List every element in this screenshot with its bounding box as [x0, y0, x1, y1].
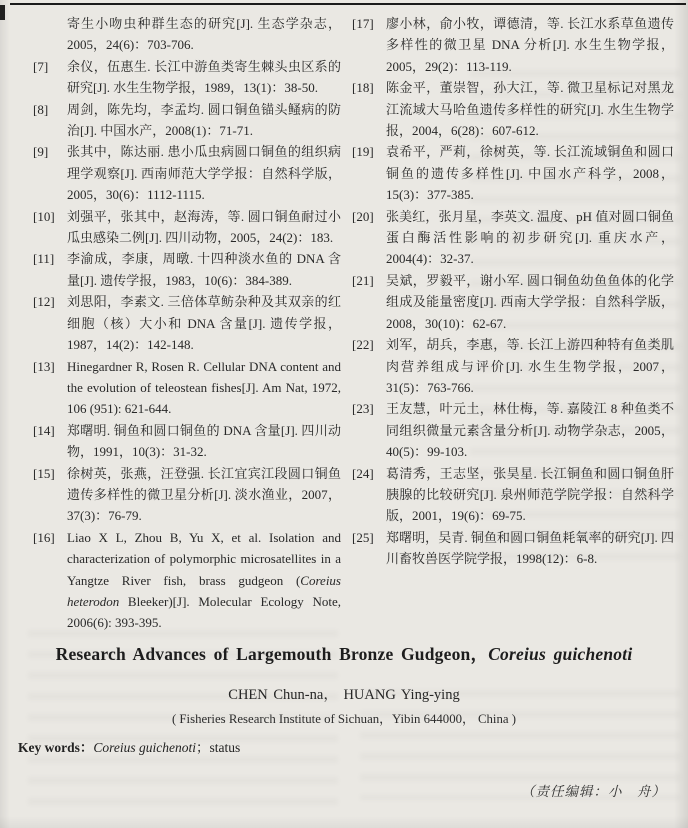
reference-number: [16]: [33, 529, 55, 545]
reference-number: [9]: [33, 144, 49, 160]
text-segment: Research Advances of Largemouth Bronze Gudgeon，: [55, 644, 489, 664]
text-segment: 刘军，胡兵，李惠，等. 长江上游四种特有鱼类肌肉营养组成与评价[J]. 水生生物学报，2007，31(5)：763-766.: [386, 337, 674, 395]
reference-text: [67, 59, 341, 95]
article-authors: CHEN Chun-na， HUANG Ying-ying: [228, 687, 460, 703]
text-segment: 徐树英，张燕，汪登强. 长江宜宾江段圆口铜鱼遗传多样性的微卫星分析[J]. 淡水渔业，2007，37(3)：76-79.: [67, 465, 341, 524]
reference-number: [8]: [33, 101, 49, 117]
references-column-right: [352, 13, 674, 570]
text-segment: Hinegardner R, Rosen R. Cellular DNA content and the evolution of teleostean fishes[J]. Am Nat, 1972, 106 (951): 621-644.: [67, 358, 341, 417]
text-segment: 李渝成，李康，周暾. 十四种淡水鱼的 DNA 含量[J]. 遗传学报，1983，10(6)：384-389.: [67, 251, 341, 288]
text-segment: Coreius guichenoti: [93, 740, 196, 755]
reference-item: [352, 141, 674, 205]
text-segment: 吴斌，罗毅平，谢小军. 圆口铜鱼幼鱼鱼体的化学组成及能量密度[J]. 西南大学学报：自然科学版，2008，30(10)：62-67.: [386, 272, 674, 331]
reference-text: [386, 273, 674, 331]
text-segment: 寄生小吻虫种群生态的研究[J]. 生态学杂志，2005，24(6)：703-706.: [67, 16, 341, 53]
reference-number: [17]: [352, 16, 374, 31]
reference-number: [12]: [33, 294, 55, 310]
reference-text: [67, 294, 341, 352]
text-segment: ；status: [196, 740, 241, 755]
reference-text: [386, 16, 674, 74]
keywords-line: [18, 736, 240, 756]
reference-text: [67, 423, 341, 459]
reference-item: [352, 398, 674, 462]
text-segment: 余仪，伍惠生. 长江中游鱼类寄生棘头虫区系的研究[J]. 水生生物学报，1989，13(1)：38-50.: [67, 58, 341, 96]
reference-text: [67, 16, 341, 52]
reference-item: [33, 463, 341, 527]
reference-number: [20]: [352, 208, 374, 224]
reference-number: [24]: [352, 465, 374, 481]
reference-number: [18]: [352, 80, 374, 96]
reference-text: [67, 530, 341, 631]
reference-text: [67, 144, 341, 202]
reference-number: [23]: [352, 401, 374, 417]
text-segment: Liao X L, Zhou B, Yu X, et al. Isolation and characterization of polymorphic microsatellites in a Yangtze River fish, brass gudgeon (: [67, 529, 341, 588]
reference-text: [386, 144, 674, 202]
reference-item: [33, 248, 341, 291]
reference-item: [352, 77, 674, 141]
text-segment: 刘思阳，李素文. 三倍体草鲂杂种及其双亲的红细胞（核）大小和 DNA 含量[J]. 遗传学报，1987，14(2)：142-148.: [67, 294, 341, 353]
reference-item: [352, 527, 674, 570]
reference-text: [386, 466, 674, 524]
reference-item: [33, 13, 341, 56]
reference-number: [14]: [33, 422, 55, 438]
reference-number: [15]: [33, 465, 55, 481]
reference-text: [67, 209, 341, 245]
reference-text: [386, 530, 674, 566]
reference-number: [19]: [352, 144, 374, 160]
reference-item: [33, 420, 341, 463]
article-title: [0, 641, 688, 666]
text-segment: 廖小林，俞小牧，谭德清，等. 长江水系草鱼遗传多样性的微卫星 DNA 分析[J]. 水生生物学报，2005，29(2)：113-119.: [386, 16, 674, 74]
article-affiliation: ( Fisheries Research Institute of Sichuan，Yibin 644000， China ): [171, 712, 517, 726]
text-segment: 张其中，陈达丽. 患小瓜虫病圆口铜鱼的组织病理学观察[J]. 西南师范大学学报：自然科学版，2005，30(6)：1112-1115.: [67, 144, 341, 203]
reference-text: [386, 80, 674, 138]
references-column-left: [33, 13, 341, 634]
reference-item: [33, 99, 341, 142]
reference-number: [21]: [352, 272, 374, 288]
reference-text: [67, 359, 341, 417]
text-segment: 周剑，陈先均，李孟均. 圆口铜鱼锚头鳋病的防治[J]. 中国水产，2008(1)：71-71.: [67, 101, 341, 139]
reference-text: [67, 251, 341, 287]
reference-item: [33, 56, 341, 99]
reference-item: [33, 356, 341, 420]
text-segment: Coreius heterodon: [67, 572, 341, 609]
reference-text: [67, 102, 341, 138]
reference-number: [11]: [33, 251, 55, 267]
reference-item: [33, 141, 341, 205]
text-segment: Key words：: [18, 740, 94, 755]
reference-item: [33, 527, 341, 634]
text-segment: 陈金平，董崇智，孙大江，等. 微卫星标记对黑龙江流域大马哈鱼遗传多样性的研究[J]. 水生生物学报，2004，6(28)：607-612.: [386, 80, 674, 139]
reference-text: [386, 337, 674, 395]
text-segment: 刘强平，张其中，赵海涛，等. 圆口铜鱼耐过小瓜虫感染二例[J]. 四川动物，2005，24(2)：183.: [67, 208, 341, 246]
header-rule: [10, 3, 686, 5]
text-segment: 袁希平，严莉，徐树英，等. 长江流域铜鱼和圆口铜鱼的遗传多样性[J]. 中国水产科学，2008，15(3)：377-385.: [386, 144, 674, 203]
reference-item: [352, 463, 674, 527]
reference-item: [352, 13, 674, 77]
scan-edge-artifact: [0, 5, 5, 20]
reference-number: [7]: [33, 58, 49, 74]
reference-item: [33, 206, 341, 249]
text-segment: 王友慧，叶元土，林仕梅，等. 嘉陵江 8 种鱼类不同组织微量元素含量分析[J]. 动物学杂志，2005，40(5)：99-103.: [386, 401, 674, 460]
reference-text: [386, 209, 674, 267]
reference-item: [352, 334, 674, 398]
editor-note: （责任编辑：小 舟）: [521, 784, 666, 799]
reference-item: [352, 270, 674, 334]
text-segment: 葛清秀，王志坚，张昊星. 长江铜鱼和圆口铜鱼肝胰腺的比较研究[J]. 泉州师范学院学报：自然科学版，2001，19(6)：69-75.: [386, 465, 674, 524]
reference-item: [352, 206, 674, 270]
reference-number: [10]: [33, 208, 55, 224]
reference-number: [22]: [352, 337, 374, 353]
reference-number: [13]: [33, 358, 55, 374]
reference-item: [33, 291, 341, 355]
text-segment: Coreius guichenoti: [488, 644, 633, 664]
text-segment: Bleeker)[J]. Molecular Ecology Note, 2006(6): 393-395.: [67, 593, 341, 631]
reference-text: [386, 401, 674, 459]
text-segment: 郑曙明，吴青. 铜鱼和圆口铜鱼耗氧率的研究[J]. 四川畜牧兽医学院学报，1998(12)：6-8.: [386, 529, 674, 567]
text-segment: 郑曙明. 铜鱼和圆口铜鱼的 DNA 含量[J]. 四川动物，1991，10(3)：31-32.: [67, 422, 341, 460]
reference-number: [25]: [352, 529, 374, 545]
reference-text: [67, 466, 341, 524]
text-segment: 张美红，张月星，李英文. 温度、pH 值对圆口铜鱼蛋白酶活性影响的初步研究[J]. 重庆水产，2004(4)：32-37.: [386, 208, 674, 267]
